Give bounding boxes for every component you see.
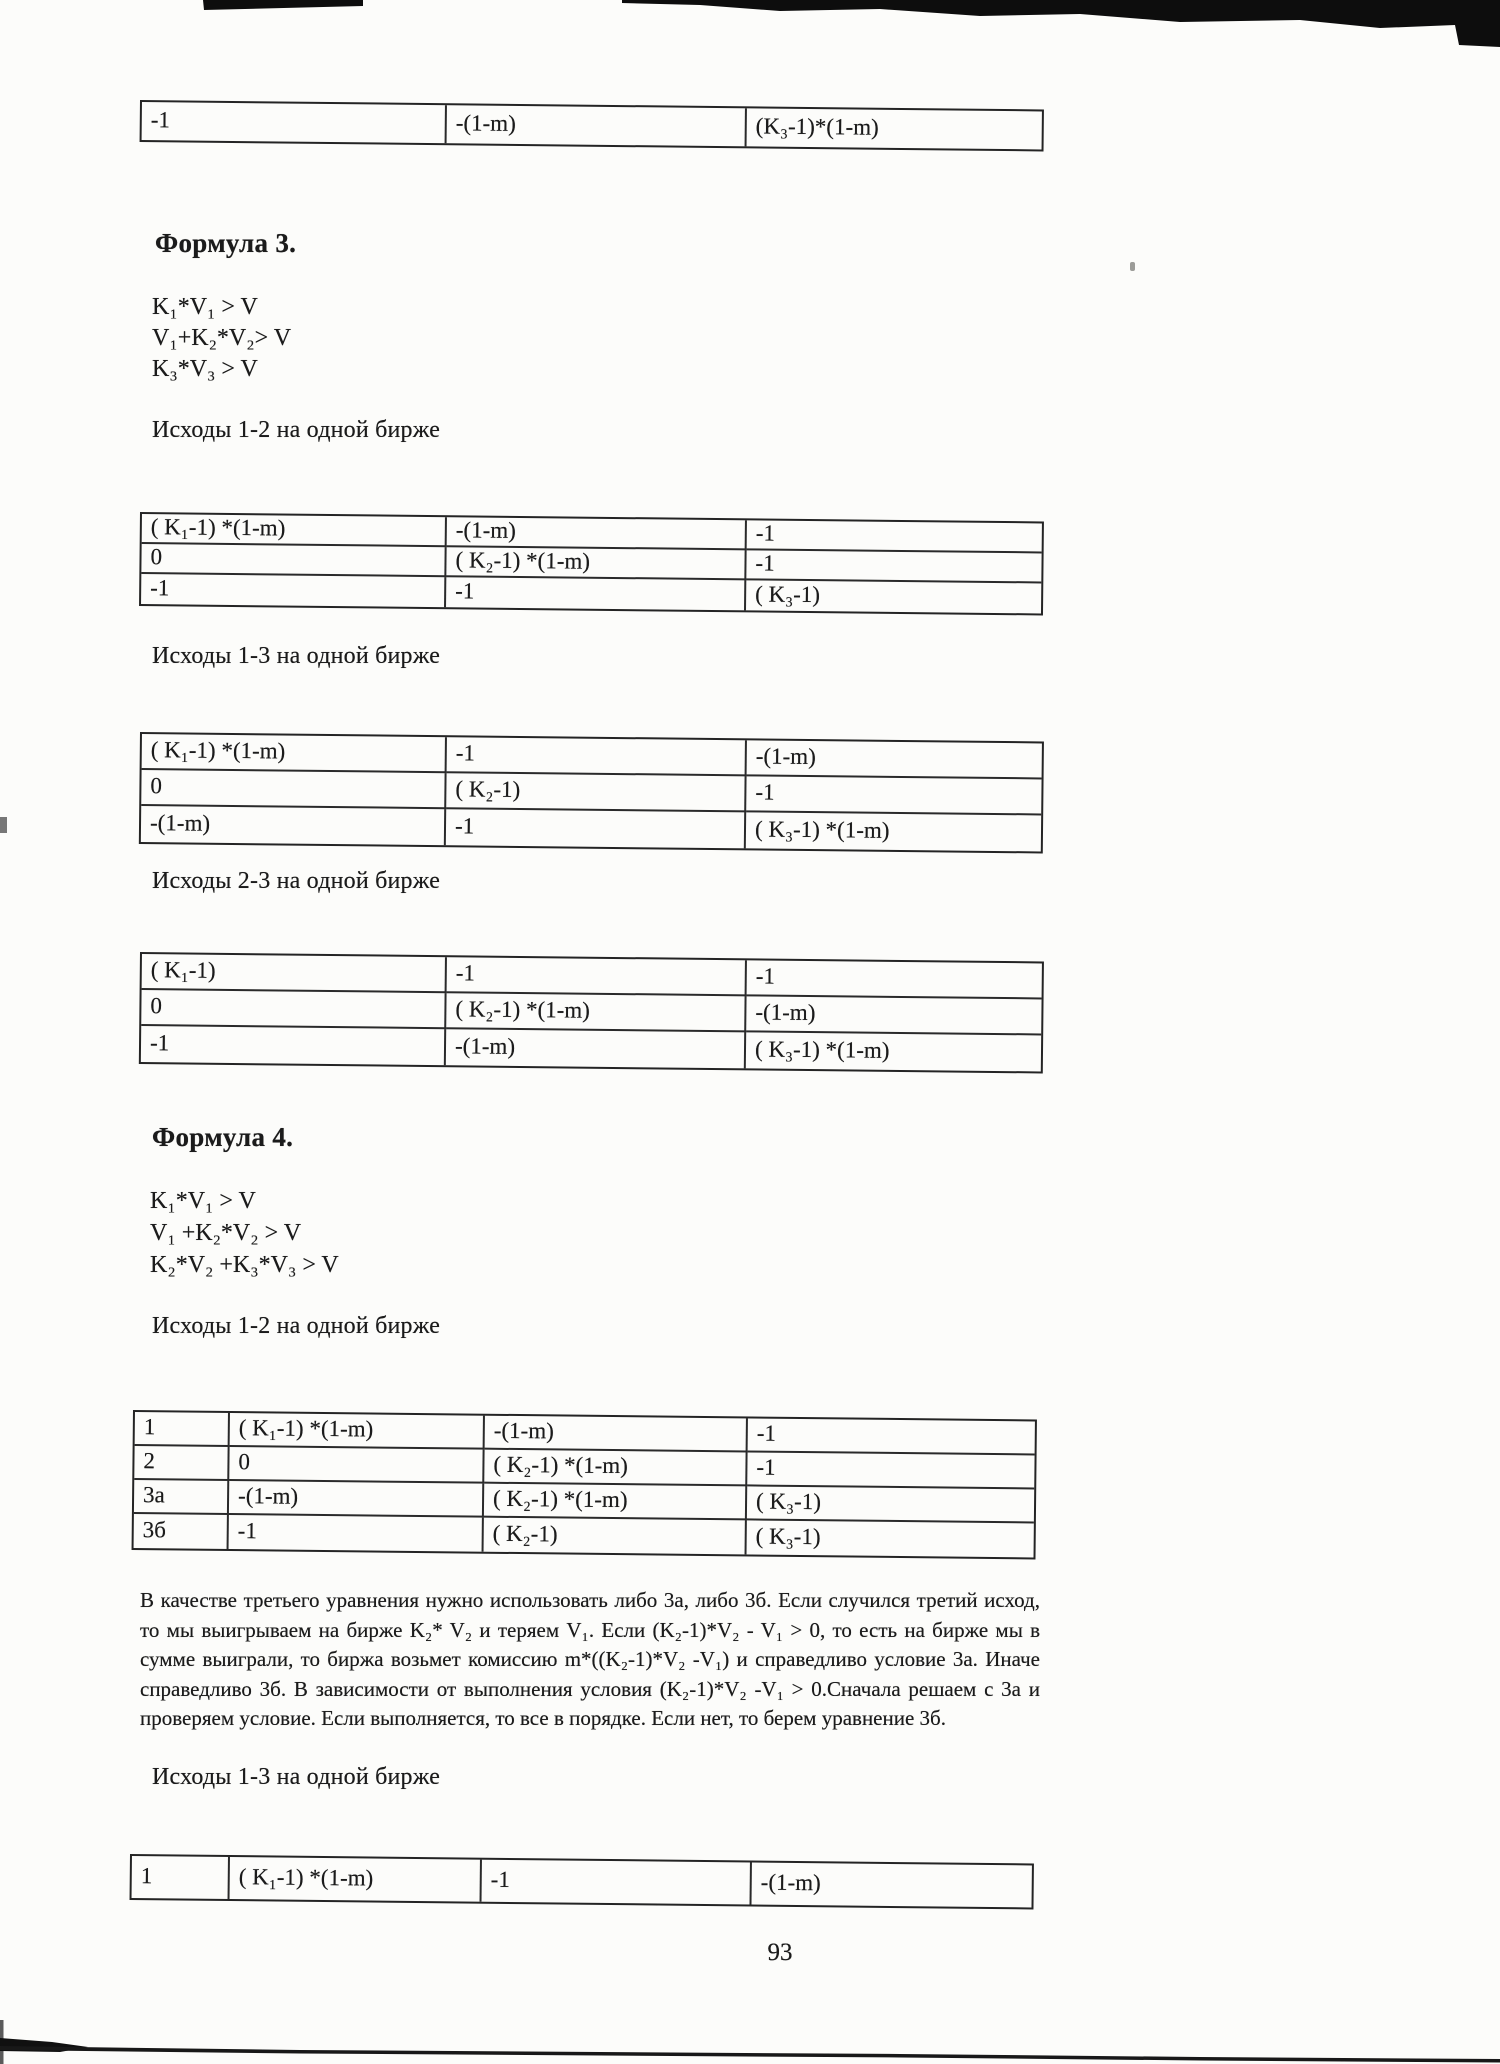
outcomes-caption-13: Исходы 1-3 на одной бирже — [152, 643, 441, 669]
table-cell: ( K₃-1) — [755, 581, 821, 608]
table-cell: 0 — [141, 544, 446, 577]
table-cell: 3а — [134, 1480, 229, 1515]
f4-outcomes-caption-13: Исходы 1-3 на одной бирже — [152, 1764, 441, 1790]
table-cell: 3б — [134, 1514, 229, 1549]
table-cell: ( K₁-1) *(1-m) — [230, 1413, 485, 1450]
table-cell: ( K₃-1) — [747, 1486, 1034, 1523]
formula-line: V₁+K₂*V₂> V — [152, 325, 292, 351]
table-cell: -1 — [747, 1452, 1034, 1489]
table-cell: 0 — [229, 1447, 484, 1484]
table-cell: -(1-m) — [447, 517, 747, 550]
table-cell: 1 — [135, 1412, 230, 1447]
outcomes-table-12 — [139, 512, 1044, 615]
scan-speck — [1130, 262, 1135, 271]
table-cell: -1 — [447, 737, 747, 776]
table-cell: -1 — [141, 574, 446, 607]
carryover-table — [140, 100, 1044, 151]
table-cell: ( K₂-1) *(1-m) — [446, 547, 746, 580]
table-cell: ( K₃-1) *(1-m) — [754, 1036, 890, 1063]
table-cell: -1 — [446, 577, 746, 610]
formula4-heading: Формула 4. — [152, 1122, 294, 1152]
formula-line: K₂*V₂ +K₃*V₃ > V — [150, 1252, 339, 1278]
formula4-conditions — [150, 1185, 339, 1281]
table-cell: -1 — [446, 809, 746, 848]
table-cell: ( K₁-1) *(1-m) — [142, 514, 447, 547]
outcomes-caption-23: Исходы 2-3 на одной бирже — [152, 868, 441, 894]
table-cell: -(1-m) — [746, 996, 1041, 1035]
table-cell: ( K₃-1) — [755, 1523, 821, 1550]
formula-line: K₁*V₁ > V — [152, 294, 258, 320]
f4-outcomes-table-13 — [130, 1854, 1034, 1909]
formula3-heading: Формула 3. — [155, 228, 297, 258]
paragraph-line: В качестве третьего уравнения нужно использовать либо 3а, либо 3б. Если случился третий исход, — [140, 1588, 1040, 1612]
table-cell: -(1-m) — [446, 1029, 746, 1068]
table-cell: -(1-m) — [141, 806, 446, 845]
scan-artifact-bottom — [0, 2004, 1500, 2064]
formula-line: K₃*V₃ > V — [152, 356, 258, 382]
table-cell: ( K₁-1) — [142, 954, 447, 993]
table-cell: 0 — [141, 990, 446, 1029]
table-cell: -(1-m) — [760, 1869, 821, 1896]
table-cell: 0 — [141, 770, 446, 809]
table-cell: -1 — [141, 1026, 446, 1065]
table-cell: ( K₂-1) *(1-m) — [484, 1450, 747, 1487]
scan-mark-left — [0, 817, 7, 833]
table-cell: -1 — [746, 550, 1041, 583]
table-cell: -1 — [747, 520, 1042, 553]
explanation-paragraph — [140, 1586, 1040, 1734]
table-cell: -1 — [447, 957, 747, 996]
table-cell: -(1-m) — [447, 105, 747, 146]
table-cell: -(1-m) — [747, 740, 1042, 779]
table-cell: -(1-m) — [485, 1416, 748, 1453]
paragraph-line: сумме выиграли, то биржа возьмет комиссию m*((K₂-1)*V₂ -V₁) и справедливо условие 3а. Иначе — [140, 1647, 1040, 1671]
outcomes-table-13 — [139, 732, 1044, 853]
paragraph-line: справедливо 3б. В зависимости от выполнения условия (K₂-1)*V₂ -V₁ > 0.Сначала решаем с 3а и — [140, 1676, 1040, 1701]
f4-outcomes-caption-12: Исходы 1-2 на одной бирже — [152, 1313, 441, 1339]
f4-outcomes-table-12 — [132, 1410, 1037, 1559]
outcomes-table-23 — [139, 952, 1044, 1073]
table-cell: ( K₂-1) *(1-m) — [446, 993, 746, 1032]
table-cell: -1 — [746, 776, 1041, 815]
page-number: 93 — [767, 1939, 793, 1966]
table-cell: -1 — [748, 1418, 1035, 1455]
formula3-conditions — [152, 292, 291, 385]
outcomes-caption-12: Исходы 1-2 на одной бирже — [152, 417, 441, 443]
table-cell: -(1-m) — [229, 1481, 484, 1518]
table-cell: ( K₂-1) — [446, 773, 746, 812]
table-cell: -1 — [229, 1515, 484, 1552]
table-cell: -1 — [142, 102, 447, 143]
table-cell: ( K₂-1) — [484, 1518, 747, 1555]
paragraph-line: то мы выигрываем на бирже K₂* V₂ и теряем V₁. Если (K₂-1)*V₂ - V₁ > 0, то есть на бирже мы в — [140, 1617, 1040, 1642]
table-cell: ( K₂-1) *(1-m) — [484, 1484, 747, 1521]
formula-line: K₁*V₁ > V — [150, 1188, 256, 1214]
table-cell: ( K₁-1) *(1-m) — [142, 734, 447, 773]
paragraph-line: проверяем условие. Если выполняется, то все в порядке. Если нет, то берем уравнение 3б. — [140, 1706, 946, 1730]
table-cell: ( K₃-1) *(1-m) — [754, 816, 890, 843]
table-cell: 2 — [134, 1446, 229, 1481]
table-cell: ( K₁-1) *(1-m) — [230, 1857, 482, 1902]
table-cell: -1 — [747, 960, 1042, 999]
table-cell: (K₃-1)*(1-m) — [755, 113, 879, 140]
table-cell: -1 — [482, 1860, 752, 1905]
formula-line: V₁ +K₂*V₂ > V — [150, 1220, 302, 1246]
table-cell: 1 — [132, 1856, 230, 1899]
scan-artifact-top — [0, 0, 1500, 50]
